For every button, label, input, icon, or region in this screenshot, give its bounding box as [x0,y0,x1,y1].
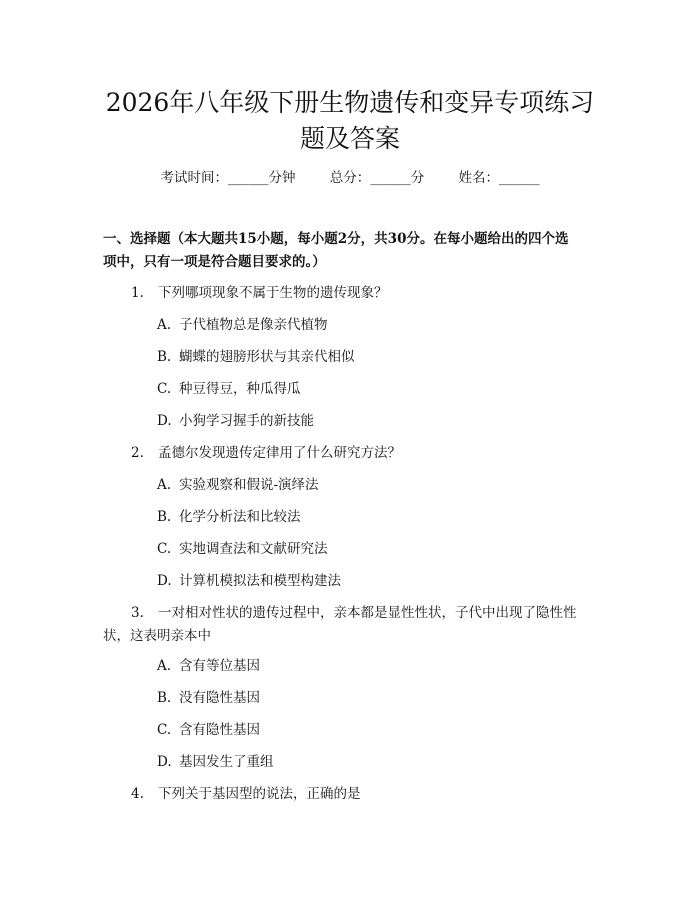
question-3-text-continued: 状，这表明亲本中 [103,628,211,644]
question-2-option-b [157,506,301,528]
option-text: 小狗学习握手的新技能 [179,413,314,429]
option-label: C. [157,541,172,557]
option-text: 实验观察和假说-演绎法 [179,477,319,493]
question-number: 3. [131,605,144,621]
question-text: 一对相对性状的遗传过程中，亲本都是显性性状，子代中出现了隐性性 [158,605,577,621]
option-text: 化学分析法和比较法 [179,509,301,525]
question-3 [0,602,700,624]
option-label: D. [157,413,172,429]
option-label: C. [157,381,172,397]
total-score-label: 总分： [329,170,371,186]
total-score-blank: ______ [370,170,411,186]
option-label: D. [157,754,172,770]
question-text: 孟德尔发现遗传定律用了什么研究方法？ [158,445,401,461]
option-label: B. [157,509,172,525]
option-label: A. [157,317,172,333]
exam-time-blank: ______ [227,170,269,186]
section-heading-line-2: 项中，只有一项是符合题目要求的。） [103,254,326,270]
question-3-option-a [157,655,260,677]
question-number: 4. [131,786,144,802]
question-2-option-d [157,570,341,592]
question-1-option-a [157,314,328,336]
option-text: 没有隐性基因 [179,690,260,706]
total-score-unit: 分 [410,170,425,186]
question-1-option-d [157,410,314,432]
option-label: D. [157,573,172,589]
page-title-line-2: 题及答案 [299,124,400,153]
option-text: 含有等位基因 [179,658,260,674]
option-text: 计算机模拟法和模型构建法 [179,573,341,589]
question-1-option-c [157,378,301,400]
question-3-option-b [157,687,260,709]
question-text: 下列关于基因型的说法，正确的是 [158,786,361,802]
option-text: 蝴蝶的翅膀形状与其亲代相似 [179,349,355,365]
exam-time-label: 考试时间： [160,170,228,186]
option-label: C. [157,722,172,738]
student-name-field [459,168,540,188]
question-1-option-b [157,346,355,368]
exam-info-row [0,168,700,188]
question-text: 下列哪项现象不属于生物的遗传现象？ [158,285,388,301]
option-text: 实地调查法和文献研究法 [179,541,328,557]
option-text: 含有隐性基因 [179,722,260,738]
option-text: 基因发生了重组 [179,754,274,770]
question-2-option-a [157,474,319,496]
question-number: 1. [131,285,144,301]
option-label: A. [157,658,172,674]
section-heading-line-1: 一、选择题（本大题共15小题，每小题2分，共30分。在每小题给出的四个选 [103,231,569,247]
total-score-field [330,168,425,188]
option-label: B. [157,690,172,706]
question-1 [0,282,700,304]
option-label: B. [157,349,172,365]
page-title-line-1: 2026年八年级下册生物遗传和变异专项练习 [105,88,595,117]
question-3-option-d [157,751,274,773]
question-number: 2. [131,445,144,461]
student-name-label: 姓名： [458,170,500,186]
question-2 [0,442,700,464]
option-label: A. [157,477,172,493]
exam-time-unit: 分钟 [268,170,296,186]
question-4 [0,783,700,805]
option-text: 子代植物总是像亲代植物 [179,317,328,333]
option-text: 种豆得豆，种瓜得瓜 [179,381,301,397]
question-2-option-c [157,538,328,560]
student-name-blank: ______ [499,170,540,186]
question-3-option-c [157,719,260,741]
exam-time-field [160,168,295,188]
